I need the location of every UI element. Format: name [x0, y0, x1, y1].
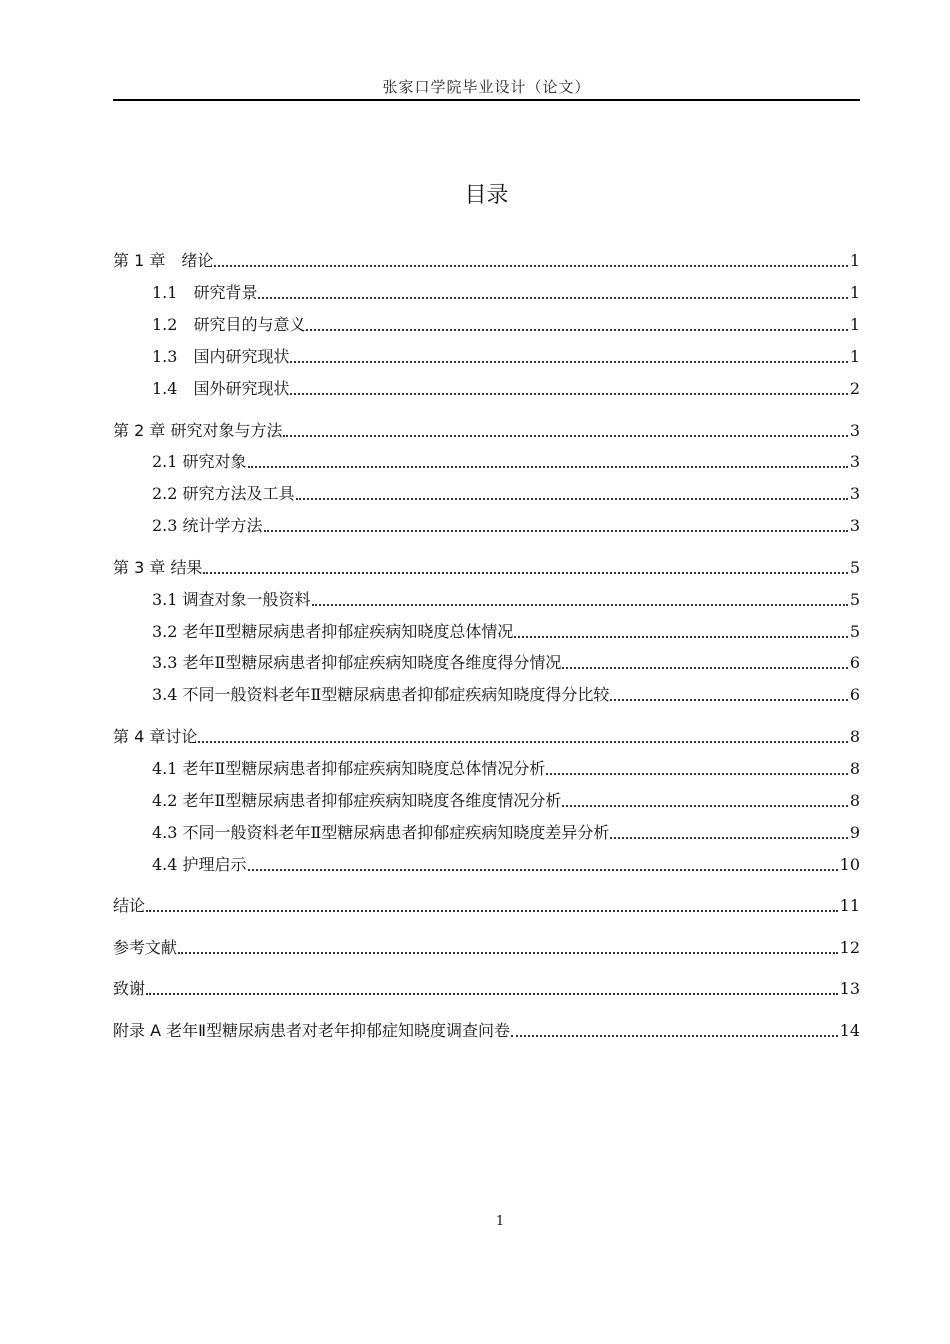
toc-entry-label: 附录 A 老年Ⅱ型糖尿病患者对老年抑郁症知晓度调查问卷 — [113, 1021, 510, 1040]
toc-dot-leader — [146, 910, 838, 912]
toc-dot-leader — [514, 636, 847, 638]
toc-entry-label: 3.1 调查对象一般资料 — [152, 590, 311, 609]
toc-entry-section[interactable] — [152, 619, 860, 643]
toc-title: 目录 — [464, 183, 509, 208]
toc-dot-leader — [248, 466, 848, 468]
toc-dot-leader — [306, 329, 847, 331]
toc-entry-label: 第 1 章 绪论 — [113, 251, 214, 270]
toc-entry-page: 1 — [849, 347, 860, 366]
toc-dot-leader — [146, 993, 838, 995]
table-of-contents — [113, 0, 860, 1344]
toc-entry-label: 致谢 — [113, 979, 146, 998]
toc-entry-section[interactable] — [152, 852, 860, 876]
toc-entry-label: 1.4 国外研究现状 — [152, 379, 290, 398]
toc-entry-section[interactable] — [152, 513, 860, 537]
toc-dot-leader — [546, 773, 847, 775]
toc-entry-chapter[interactable] — [113, 724, 860, 748]
toc-entry-page: 11 — [839, 896, 860, 915]
toc-entry-section[interactable] — [152, 280, 860, 304]
toc-entry-section[interactable] — [152, 682, 860, 706]
toc-entry-chapter[interactable] — [113, 935, 860, 959]
toc-entry-label: 2.1 研究对象 — [152, 452, 247, 471]
toc-entry-page: 12 — [839, 938, 860, 957]
toc-entry-page: 5 — [849, 622, 860, 641]
toc-entry-label: 3.3 老年Ⅱ型糖尿病患者抑郁症疾病知晓度各维度得分情况 — [152, 653, 562, 672]
toc-entry-label: 第 4 章讨论 — [113, 727, 198, 746]
toc-entry-chapter[interactable] — [113, 418, 860, 442]
toc-dot-leader — [290, 393, 847, 395]
toc-entry-page: 5 — [849, 590, 860, 609]
toc-entry-label: 3.4 不同一般资料老年Ⅱ型糖尿病患者抑郁症疾病知晓度得分比较 — [152, 685, 610, 704]
running-header: 张家口学院毕业设计（论文） — [382, 78, 591, 96]
toc-entry-page: 8 — [849, 791, 860, 810]
toc-entry-chapter[interactable] — [113, 976, 860, 1000]
toc-entry-section[interactable] — [152, 312, 860, 336]
toc-entry-chapter[interactable] — [113, 1018, 860, 1042]
toc-entry-label: 4.1 老年Ⅱ型糖尿病患者抑郁症疾病知晓度总体情况分析 — [152, 759, 546, 778]
toc-entry-label: 3.2 老年Ⅱ型糖尿病患者抑郁症疾病知晓度总体情况 — [152, 622, 514, 641]
toc-entry-label: 参考文献 — [113, 938, 178, 957]
toc-entry-label: 4.2 老年Ⅱ型糖尿病患者抑郁症疾病知晓度各维度情况分析 — [152, 791, 562, 810]
toc-entry-label: 2.2 研究方法及工具 — [152, 484, 295, 503]
toc-entry-section[interactable] — [152, 344, 860, 368]
toc-entry-section[interactable] — [152, 756, 860, 780]
toc-entry-page: 1 — [849, 315, 860, 334]
toc-entry-section[interactable] — [152, 449, 860, 473]
toc-entry-label: 4.3 不同一般资料老年Ⅱ型糖尿病患者抑郁症疾病知晓度差异分析 — [152, 823, 610, 842]
toc-entry-page: 3 — [849, 516, 860, 535]
toc-dot-leader — [198, 741, 847, 743]
toc-entry-section[interactable] — [152, 376, 860, 400]
toc-dot-leader — [203, 572, 847, 574]
toc-entry-page: 6 — [849, 653, 860, 672]
toc-entry-label: 1.2 研究目的与意义 — [152, 315, 306, 334]
toc-entry-section[interactable] — [152, 587, 860, 611]
toc-dot-leader — [290, 361, 847, 363]
toc-entry-page: 3 — [849, 421, 860, 440]
toc-dot-leader — [248, 869, 838, 871]
toc-dot-leader — [296, 498, 848, 500]
toc-entry-page: 13 — [839, 979, 860, 998]
toc-entry-page: 6 — [849, 685, 860, 704]
toc-entry-section[interactable] — [152, 481, 860, 505]
toc-entry-page: 10 — [839, 855, 860, 874]
toc-entry-label: 4.4 护理启示 — [152, 855, 247, 874]
toc-dot-leader — [258, 297, 847, 299]
toc-entry-page: 9 — [849, 823, 860, 842]
toc-dot-leader — [283, 435, 847, 437]
toc-dot-leader — [610, 699, 847, 701]
toc-dot-leader — [312, 604, 848, 606]
toc-entry-section[interactable] — [152, 650, 860, 674]
toc-dot-leader — [214, 265, 847, 267]
toc-entry-page: 2 — [849, 379, 860, 398]
toc-entry-chapter[interactable] — [113, 248, 860, 272]
toc-entry-label: 2.3 统计学方法 — [152, 516, 263, 535]
page-number: 1 — [495, 1214, 505, 1229]
toc-entry-page: 14 — [839, 1021, 860, 1040]
toc-entry-page: 8 — [849, 727, 860, 746]
toc-entry-chapter[interactable] — [113, 555, 860, 579]
toc-entry-page: 1 — [849, 251, 860, 270]
toc-entry-chapter[interactable] — [113, 893, 860, 917]
toc-entry-label: 1.3 国内研究现状 — [152, 347, 290, 366]
toc-entry-page: 3 — [849, 484, 860, 503]
toc-entry-label: 第 2 章 研究对象与方法 — [113, 421, 283, 440]
toc-dot-leader — [562, 805, 847, 807]
toc-dot-leader — [178, 952, 838, 954]
toc-dot-leader — [264, 530, 848, 532]
toc-dot-leader — [610, 837, 847, 839]
toc-dot-leader — [562, 667, 847, 669]
toc-entry-page: 1 — [849, 283, 860, 302]
toc-dot-leader — [511, 1035, 838, 1037]
toc-entry-page: 8 — [849, 759, 860, 778]
toc-entry-page: 3 — [849, 452, 860, 471]
toc-entry-section[interactable] — [152, 820, 860, 844]
toc-entry-label: 第 3 章 结果 — [113, 558, 203, 577]
toc-entry-label: 结论 — [113, 896, 146, 915]
toc-entry-page: 5 — [849, 558, 860, 577]
toc-entry-section[interactable] — [152, 788, 860, 812]
toc-entry-label: 1.1 研究背景 — [152, 283, 258, 302]
